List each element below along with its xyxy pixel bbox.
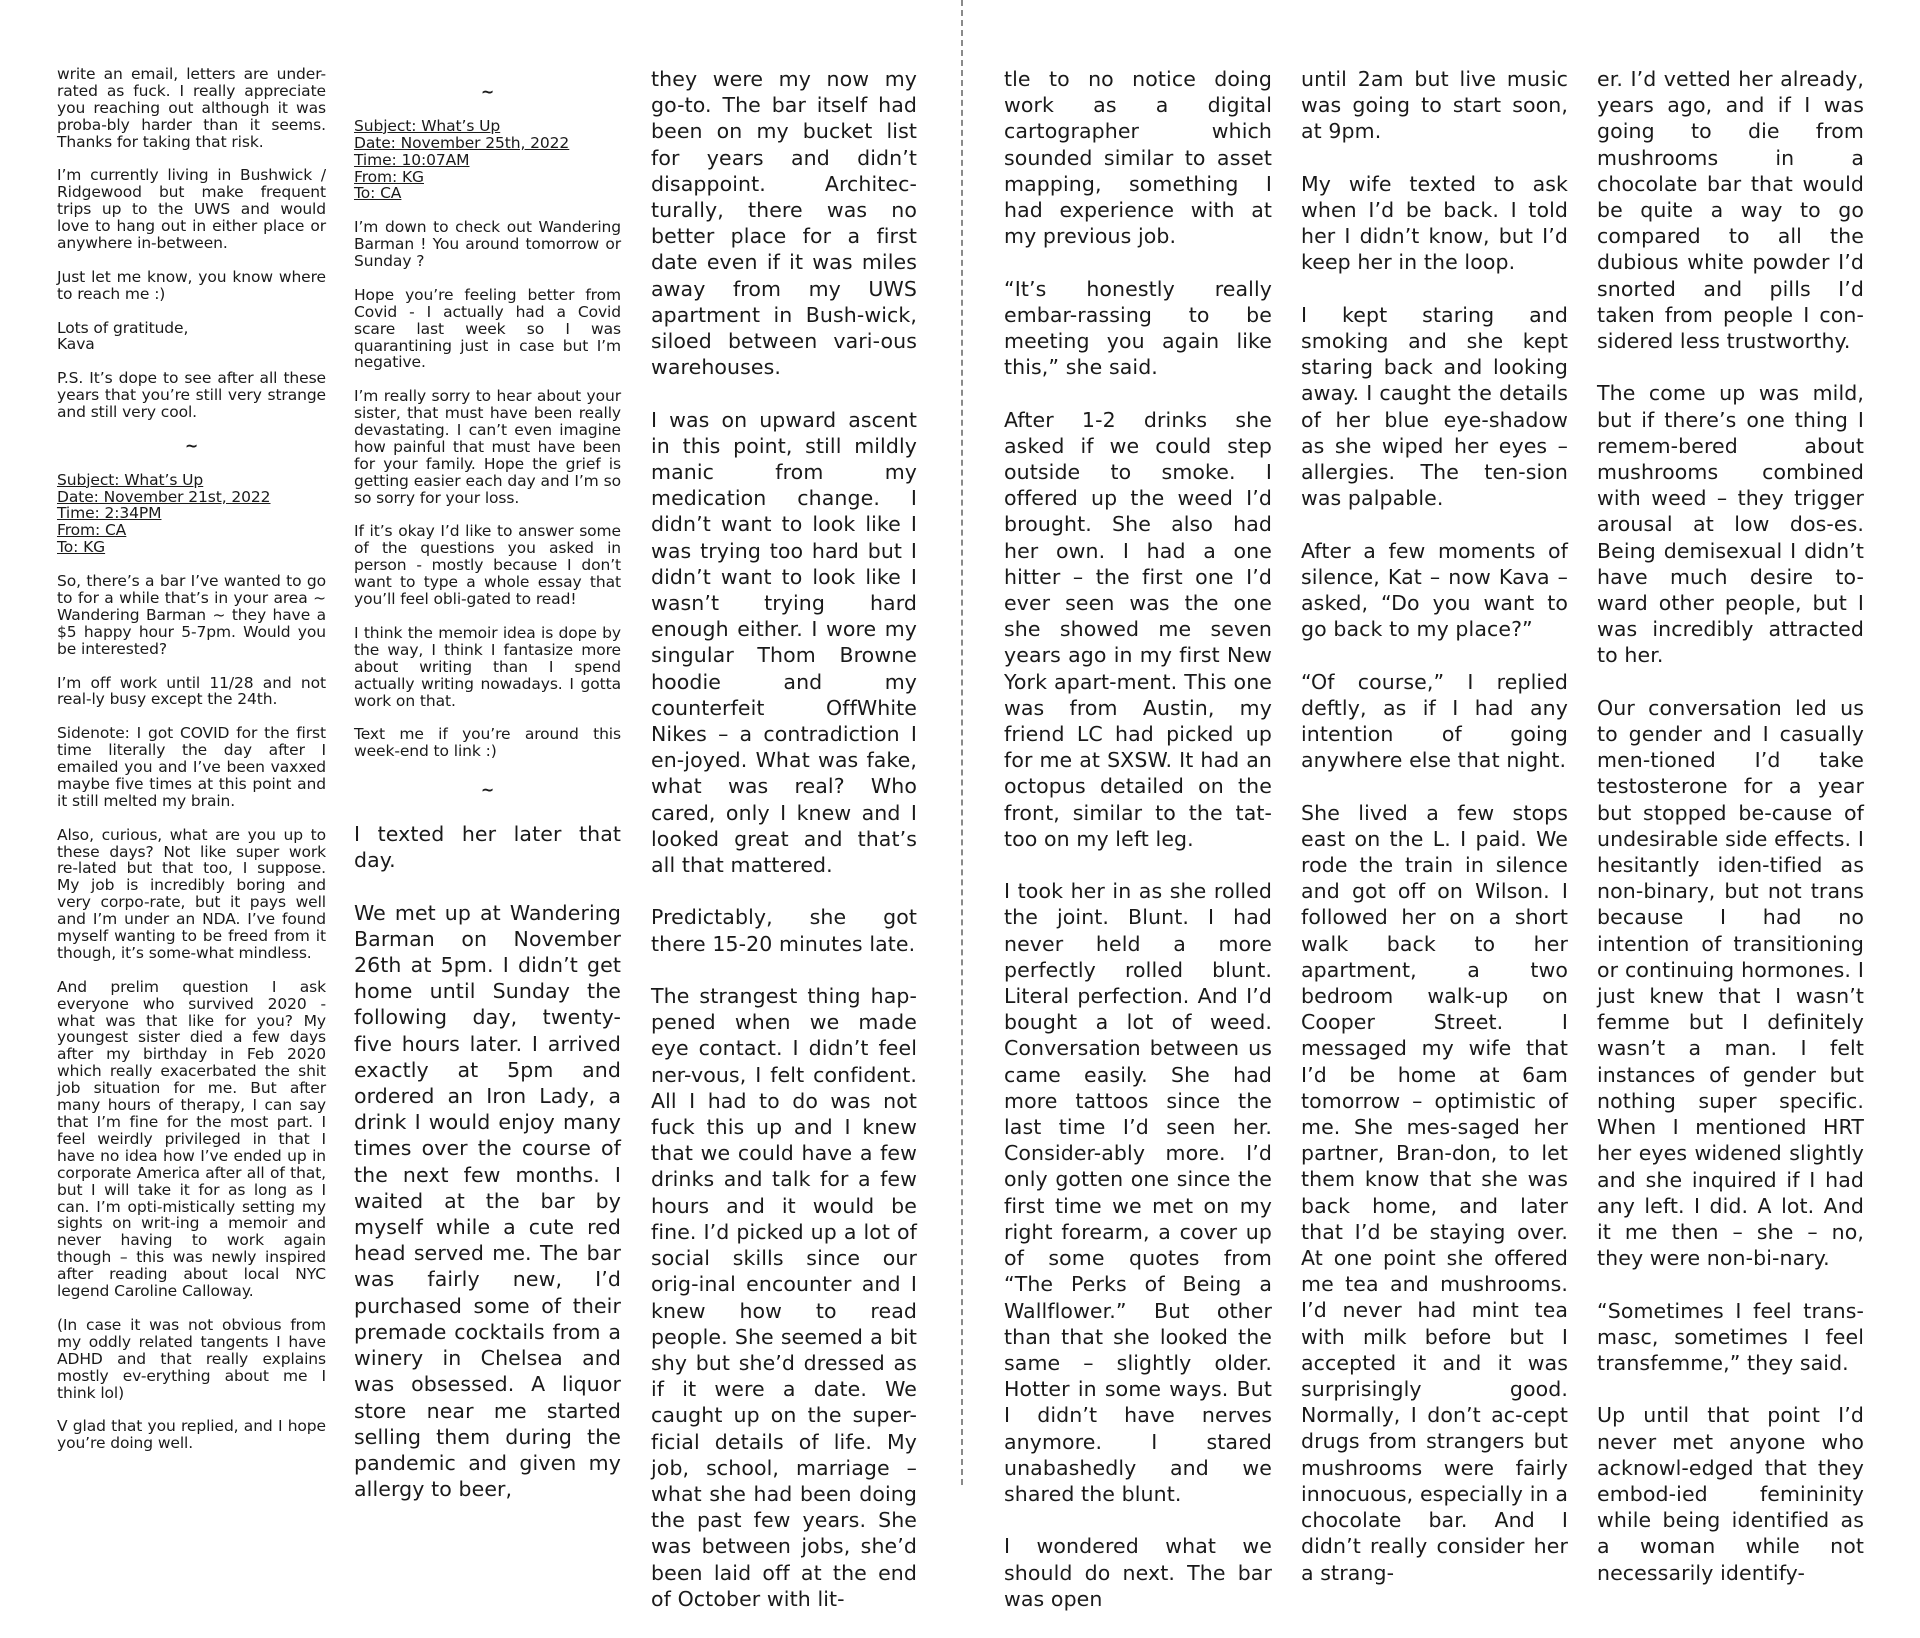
paragraph: I kept staring and smoking and she kept staring back and looking away. I caught the details of her blue eye-shadow as she wiped her eyes – allergies. The ten-sion was palpable. [1301,302,1568,511]
signoff: Lots of gratitude, [57,318,189,337]
paragraph: Hope you’re feeling better from Covid - I actually had a Covid scare last week so I was quarantining just in case but I’m negative. [354,285,621,372]
column-3 [651,66,917,1638]
paragraph: Our conversation led us to gender and I casually men-tioned I’d take testosterone for a year but stopped be-cause of undesirable side effects. I hesitantly iden-tified as non-binary, but not trans because I had no intention of transitioning or continuing hormones. I just knew that I wasn’t femme but I definitely wasn’t a man. I felt instances of gender but nothing super specific. When I mentioned HRT her eyes widened slightly and she inquired if I had any left. I did. A lot. And it me then – she – no, they were non-bi-nary. [1597,695,1864,1271]
paragraph: Up until that point I’d never met anyone who acknowl-edged that they embod-ied femininity while being identified as a woman while not necessarily identify- [1597,1403,1864,1585]
paragraph: And prelim question I ask everyone who survived 2020 - what was that like for you? My youngest sister died a few days after my birthday in Feb 2020 which really exacerbated the shit job situation for me. But after many hours of therapy, I can say that I’m fine for the most part. I feel weirdly privileged in that I have no idea how I’ve ended up in corporate America after all of that, but I will take it for as long as I can. I’m opti-mistically setting my sights on writ-ing a memoir and never having to work again though – this was newly inspired after reading about local NYC legend Caroline Calloway. [57,977,326,1301]
column-2 [354,84,621,1529]
email-from: From: KG [354,167,424,186]
paragraph: I’m off work until 11/28 and not real-ly busy except the 24th. [57,673,326,709]
paragraph: The strangest thing hap-pened when we made eye contact. I didn’t feel ner-vous, I felt confident. All I had to do was not fuck this up and I knew that we could have a few drinks and talk for a few hours and it would be fine. I’d picked up a lot of social skills since our orig-inal encounter and I knew how to read people. She seemed a bit shy but she’d dressed as if it were a date. We caught up on the super-ficial details of life. My job, school, marriage – what she had been doing the past few years. She was between jobs, she’d been laid off at the end of October with lit- [651,984,917,1611]
paragraph: My wife texted to ask when I’d be back. I told her I didn’t know, but I’d keep her in the loop. [1301,171,1568,275]
paragraph: I wondered what we should do next. The bar was open [1004,1534,1272,1611]
email-header [57,472,326,557]
paragraph: So, there’s a bar I’ve wanted to go to for a while that’s in your area ~ Wandering Barman ~ they have a $5 happy hour 5-7pm. Would you be interested? [57,572,326,658]
paragraph: er. I’d vetted her already, years ago, and if I was going to die from mushrooms in a chocolate bar that would be quite a way to go compared to all the dubious white powder I’d snorted and pills I’d taken from people I con-sidered less trustworthy. [1597,67,1864,354]
paragraph: “It’s honestly really embar-rassing to be meeting you again like this,” she said. [1004,276,1272,380]
paragraph: Just let me know, you know where to reach me :) [57,267,326,303]
email-to: To: KG [57,538,106,557]
column-4 [1004,66,1272,1638]
paragraph: Also, curious, what are you up to these days? Not like super work re-lated but that too, I suppose. My job is incredibly boring and very corpo-rate, but it pays well and I’m under an NDA. I’ve found myself wanting to be freed from it though, it’s some-what mindless. [57,825,326,962]
paragraph: We met up at Wandering Barman on November 26th at 5pm. I didn’t get home until Sunday the following day, twenty-five hours later. I arrived exactly at 5pm and ordered an Iron Lady, a drink I would enjoy many times over the course of the next few months. I waited at the bar by myself while a cute red head served me. The bar was fairly new, I’d purchased some of their premade cocktails from a winery in Chelsea and was obsessed. A liquor store near me started selling them during the pandemic and given my allergy to beer, [354,900,621,1502]
paragraph: tle to no notice doing work as a digital cartographer which sounded similar to asset mapping, something I had experience with at my previous job. [1004,67,1272,249]
paragraph: I’m really sorry to hear about your sister, that must have been really devastating. I can’t even imagine how painful that must have been for your family. Hope the grief is getting easier each day and I’m so so sorry for your loss. [354,387,621,507]
paragraph: After a few moments of silence, Kat – now Kava – asked, “Do you want to go back to my place?” [1301,538,1568,642]
section-separator: ~ [184,435,199,455]
paragraph: P.S. It’s dope to see after all these years that you’re still very strange and still very cool. [57,369,326,422]
email-subject: Subject: What’s Up [354,116,501,135]
signature-name: Kava [57,335,95,354]
paragraph: After 1-2 drinks she asked if we could step outside to smoke. I offered up the weed I’d brought. She also had her own. I had a one hitter – the first one I’d ever seen was the one she showed me seven years ago in my first New York apart-ment. This one was from Austin, my friend LC had picked up for me at SXSW. It had an octopus detailed on the front, similar to the tat-too on my left leg. [1004,407,1272,851]
email-date: Date: November 21st, 2022 [57,487,271,506]
paragraph: “Of course,” I replied deftly, as if I had any intention of going anywhere else that night. [1301,669,1568,773]
paragraph: V glad that you replied, and I hope you’re doing well. [57,1417,326,1453]
paragraph: I texted her later that day. [354,822,621,873]
section-separator: ~ [480,82,495,101]
paragraph: I was on upward ascent in this point, still mildly manic from my medication change. I didn’t want to look like I was trying too hard but I didn’t want to look like I wasn’t trying hard enough either. I wore my singular Thom Browne hoodie and my counterfeit OffWhite Nikes – a contradiction I en-joyed. What was fake, what was real? Who cared, only I knew and I looked great and that’s all that mattered. [651,407,917,878]
email-to: To: CA [354,184,402,203]
section-separator: ~ [480,780,495,800]
paragraph: “Sometimes I feel trans-masc, sometimes I feel transfemme,” they said. [1597,1298,1864,1375]
paragraph: I’m down to check out Wandering Barman ! You around tomorrow or Sunday ? [354,218,621,271]
paragraph: write an email, letters are under-rated as fuck. I really appreciate you reaching out although it was proba-bly harder than it seems. Thanks for taking that risk. [57,65,326,151]
paragraph: Sidenote: I got COVID for the first time literally the day after I emailed you and I’ve been vaxxed maybe five times at this point and it still melted my brain. [57,724,326,810]
email-subject: Subject: What’s Up [57,470,204,489]
email-from: From: CA [57,521,127,540]
paragraph: they were my now my go-to. The bar itself had been on my bucket list for years and didn’t disappoint. Architec-turally, there was no better place for a first date even if it was miles away from my UWS apartment in Bush-wick, siloed between vari-ous warehouses. [651,67,917,380]
paragraph: Predictably, she got there 15-20 minutes late. [651,905,917,956]
paragraph: I think the memoir idea is dope by the way, I think I fantasize more about writing than I spend actually writing nowadays. I gotta work on that. [354,623,621,710]
column-6 [1597,66,1864,1612]
email-time: Time: 2:34PM [57,504,162,523]
email-date: Date: November 25th, 2022 [354,133,570,152]
paragraph: The come up was mild, but if there’s one thing I remem-bered about mushrooms combined with weed – they trigger arousal at low dos-es. Being demisexual I didn’t have much desire to-ward other people, but I was incredibly attracted to her. [1597,381,1864,668]
email-time: Time: 10:07AM [354,150,470,169]
paragraph: I took her in as she rolled the joint. Blunt. I had never held a more perfectly rolled blunt. Literal perfection. And I’d bought a lot of weed. Conversation between us came easily. She had more tattoos since the last time I’d seen her. Consider-ably more. I’d only gotten one since the first time we met on my right forearm, a cover up of some quotes from “The Perks of Being a Wallflower.” But other than that she looked the same – slightly older. Hotter in some ways. But I didn’t have nerves anymore. I stared unabashedly and we shared the blunt. [1004,879,1272,1506]
paragraph: (In case it was not obvious from my oddly related tangents I have ADHD and that really explains mostly ev-erything about me I think lol) [57,1315,326,1402]
paragraph: I’m currently living in Bushwick / Ridgewood but make frequent trips up to the UWS and would love to hang out in either place or anywhere in-between. [57,166,326,253]
page-fold-divider [961,0,963,1485]
email-header [354,118,621,203]
paragraph: If it’s okay I’d like to answer some of the questions you asked in person - mostly because I don’t want to type a whole essay that you’ll feel obli-gated to read! [354,522,621,609]
column-1 [57,66,326,1469]
paragraph: Text me if you’re around this week-end to link :) [354,725,621,761]
column-5 [1301,66,1568,1612]
paragraph: She lived a few stops east on the L. I paid. We rode the train in silence and got off on Wilson. I followed her on a short walk back to her apartment, a two bedroom walk-up on Cooper Street. I messaged my wife that I’d be home at 6am tomorrow – optimistic of me. She mes-saged her partner, Bran-don, to let them know that she was back home, and later that I’d be staying over. At one point she offered me tea and mushrooms. I’d never had mint tea with milk before but I accepted it and it was surprisingly good. Normally, I don’t ac-cept drugs from strangers but mushrooms were fairly innocuous, especially in a chocolate bar. And I didn’t really consider her a strang- [1301,800,1568,1585]
paragraph: until 2am but live music was going to start soon, at 9pm. [1301,67,1568,144]
